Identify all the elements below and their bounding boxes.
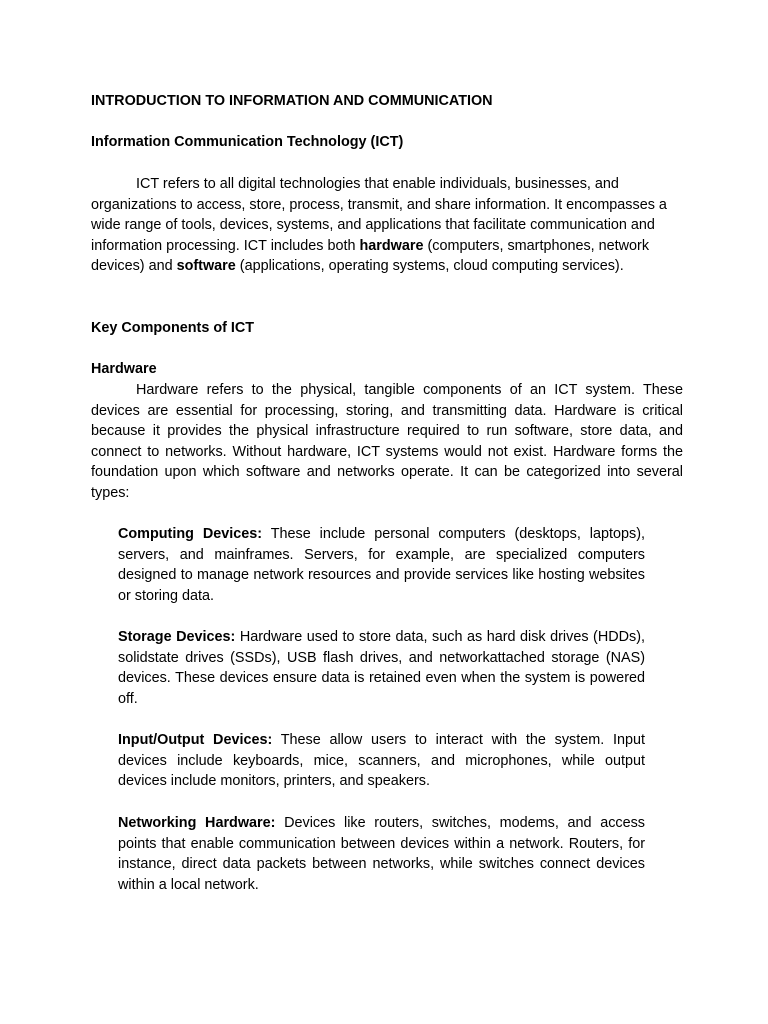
hardware-type-text: These allow users to interact with the system. Input devices include keyboards, mice, scanners, and microphones, while output devices include monitors, printers, and speakers.: [118, 732, 645, 790]
intro-bold-software: software: [176, 258, 236, 275]
hardware-type-label: Storage Devices:: [118, 629, 236, 645]
intro-text-part1: ICT refers to all digital technologies that enable individuals, businesses, and organizations to access, store, process, transmit, and share information. It encompasses a wide range of tools, devices, systems, and applications that facilitate communication and information processing. ICT includes both: [91, 176, 667, 254]
section-heading-ict: Information Communication Technology (ICT): [91, 134, 404, 150]
hardware-type-io: [118, 730, 645, 792]
hardware-type-label: Networking Hardware:: [118, 815, 276, 831]
intro-bold-hardware: hardware: [359, 237, 424, 254]
intro-text-part3: (applications, operating systems, cloud computing services).: [235, 258, 624, 275]
hardware-type-text: These include personal computers (desktops, laptops), servers, and mainframes. Servers, for example, are specialized computers designed to manage network resources and provide services like hosting websites or storing data.: [118, 526, 645, 604]
document-title: INTRODUCTION TO INFORMATION AND COMMUNICATION: [91, 93, 493, 109]
hardware-type-text: Hardware used to store data, such as hard disk drives (HDDs), solidstate drives (SSDs), USB flash drives, and networkattached storage (NAS) devices. These devices ensure data is retained even when the system is powered off.: [118, 629, 645, 707]
key-components-heading: Key Components of ICT: [91, 320, 255, 336]
hardware-type-networking: [118, 813, 645, 895]
hardware-type-label: Input/Output Devices:: [118, 732, 273, 748]
hardware-type-computing: [118, 524, 645, 606]
hardware-type-text: Devices like routers, switches, modems, and access points that enable communication between devices within a network. Routers, for instance, direct data packets between networks, while switches connect devices within a local network.: [118, 815, 645, 893]
hardware-paragraph: Hardware refers to the physical, tangible components of an ICT system. These devices are essential for processing, storing, and transmitting data. Hardware is critical because it provides the physical infrastructure required to run software, store data, and connect to networks. Without hardware, ICT systems would not exist. Hardware forms the foundation upon which software and networks operate. It can be categorized into several types:: [91, 382, 683, 501]
hardware-heading: Hardware: [91, 361, 157, 377]
hardware-type-label: Computing Devices:: [118, 526, 263, 542]
intro-text-part2: (computers, smartphones, network devices) and: [91, 237, 650, 275]
intro-paragraph: [91, 174, 683, 277]
hardware-type-storage: [118, 627, 645, 709]
